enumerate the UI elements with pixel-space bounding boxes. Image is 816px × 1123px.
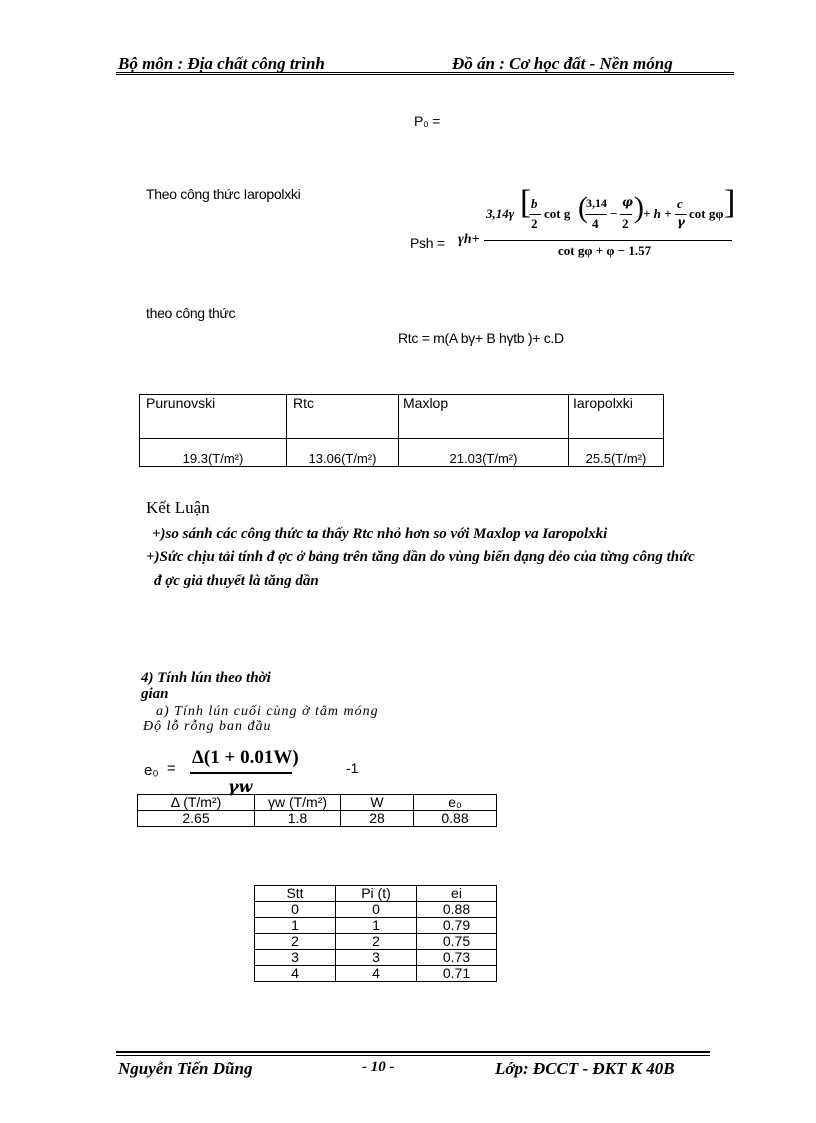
iaropolxki-intro: Theo công thức Iaropolxki bbox=[146, 186, 301, 202]
header-cell: W bbox=[341, 795, 414, 811]
paren-left: ( bbox=[578, 191, 588, 224]
page-number: - 10 - bbox=[362, 1059, 395, 1075]
p0-label: P₀ = bbox=[414, 113, 441, 129]
table-cell: 4 bbox=[255, 966, 336, 982]
footer-right: Lớp: ĐCCT - ĐKT K 40B bbox=[495, 1059, 675, 1078]
table-row bbox=[255, 966, 497, 982]
value-cell: 28 bbox=[341, 811, 414, 827]
void-ratio-label: Độ lỗ rỗng ban đầu bbox=[143, 719, 272, 734]
conclusion-title: Kết Luận bbox=[146, 498, 210, 517]
header-cell: Iaropolxki bbox=[569, 395, 664, 439]
table-cell: 3 bbox=[336, 950, 417, 966]
psh-314: 3,14 bbox=[586, 196, 607, 210]
table-cell: 1 bbox=[255, 918, 336, 934]
header-cell: e₀ bbox=[414, 795, 497, 811]
psh-cotg1: cot g bbox=[544, 206, 571, 221]
frac-phi-line bbox=[620, 214, 632, 215]
table-cell: 2 bbox=[336, 934, 417, 950]
frac-b-line bbox=[529, 214, 541, 215]
footer-left: Nguyễn Tiến Dũng bbox=[118, 1059, 253, 1078]
footer-rule bbox=[116, 1051, 710, 1053]
psh-four: 4 bbox=[592, 216, 599, 231]
psh-den: cot gφ + φ − 1.57 bbox=[558, 243, 652, 258]
table-header-row bbox=[138, 795, 497, 811]
header-right: Đồ án : Cơ học đất - Nền móng bbox=[452, 54, 673, 73]
psh-num-coef: 3,14γ bbox=[486, 206, 515, 221]
header-cell: γw (T/m²) bbox=[255, 795, 341, 811]
conclusion-line-1: +)so sánh các công thức ta thấy Rtc nhỏ hơn so với Maxlop va Iaropolxki bbox=[152, 526, 608, 542]
header-cell: Stt bbox=[255, 886, 336, 902]
section-title-2: gian bbox=[141, 686, 169, 702]
psh-two-2: 2 bbox=[622, 216, 629, 231]
section-title-1: 4) Tính lún theo thời bbox=[141, 670, 271, 686]
table-cell: 0 bbox=[336, 902, 417, 918]
header-cell: Purunovski bbox=[140, 395, 287, 439]
table-row bbox=[138, 811, 497, 827]
e0-fraction-line bbox=[190, 772, 292, 774]
table-cell: 4 bbox=[336, 966, 417, 982]
frac-314-line bbox=[585, 214, 607, 215]
psh-phi: φ bbox=[622, 195, 633, 209]
header-cell: ei bbox=[417, 886, 497, 902]
psh-cotg2: cot gφ bbox=[689, 206, 724, 221]
table-cell: 0.73 bbox=[417, 950, 497, 966]
psh-label: Psh = bbox=[410, 235, 445, 251]
psh-plus-h: + h + bbox=[643, 206, 672, 221]
table-row bbox=[255, 918, 497, 934]
header-cell: Rtc bbox=[287, 395, 399, 439]
psh-lead: γh+ bbox=[458, 232, 480, 247]
table-cell: 0 bbox=[255, 902, 336, 918]
value-cell: 13.06(T/m²) bbox=[287, 439, 399, 467]
value-cell: 19.3(T/m²) bbox=[140, 439, 287, 467]
rtc-formula: Rtc = m(A bγ+ B hγtb )+ c.D bbox=[398, 330, 564, 346]
value-cell: 2.65 bbox=[138, 811, 255, 827]
table-header-row bbox=[255, 886, 497, 902]
header-left: Bộ môn : Địa chất công trình bbox=[118, 54, 325, 73]
header-cell: Δ (T/m²) bbox=[138, 795, 255, 811]
table-row bbox=[255, 934, 497, 950]
header-rule-2 bbox=[116, 74, 734, 75]
table-row bbox=[140, 439, 664, 467]
psh-fraction-line bbox=[484, 240, 732, 241]
psh-c: c bbox=[677, 196, 683, 211]
table-row bbox=[255, 902, 497, 918]
paren-right: ) bbox=[634, 191, 644, 224]
psh-two: 2 bbox=[531, 216, 538, 231]
table-cell: 0.88 bbox=[417, 902, 497, 918]
pe-table bbox=[254, 885, 497, 982]
bracket-left: [ bbox=[520, 184, 532, 221]
value-cell: 21.03(T/m²) bbox=[399, 439, 569, 467]
table-cell: 0.71 bbox=[417, 966, 497, 982]
value-cell: 0.88 bbox=[414, 811, 497, 827]
table-row bbox=[255, 950, 497, 966]
header-cell: Maxlop bbox=[399, 395, 569, 439]
psh-b: b bbox=[531, 196, 538, 211]
comparison-table bbox=[139, 394, 664, 467]
equals-sign: = bbox=[167, 760, 176, 777]
psh-gamma: γ bbox=[677, 215, 685, 229]
table-cell: 1 bbox=[336, 918, 417, 934]
rtc-intro: theo công thức bbox=[146, 305, 236, 321]
e0-label: e₀ bbox=[144, 762, 159, 779]
conclusion-line-3: đ ợc giả thuyết là tăng dần bbox=[154, 573, 319, 589]
minus-one: -1 bbox=[346, 760, 359, 776]
footer-rule-2 bbox=[116, 1055, 710, 1056]
e0-denominator: γw bbox=[228, 777, 253, 796]
bracket-right: ] bbox=[724, 184, 736, 221]
header-rule bbox=[116, 72, 734, 73]
table-cell: 0.75 bbox=[417, 934, 497, 950]
e0-numerator: Δ(1 + 0.01W) bbox=[192, 747, 299, 768]
conclusion-line-2: +)Sức chịu tải tính đ ợc ở bảng trên tăng dần do vùng biến dạng dẻo của từng công thức bbox=[146, 549, 695, 565]
value-cell: 1.8 bbox=[255, 811, 341, 827]
header-cell: Pi (t) bbox=[336, 886, 417, 902]
table-cell: 2 bbox=[255, 934, 336, 950]
table-cell: 3 bbox=[255, 950, 336, 966]
table-header-row bbox=[140, 395, 664, 439]
table-cell: 0.79 bbox=[417, 918, 497, 934]
subsection-a: a) Tính lún cuối cùng ở tâm móng bbox=[156, 704, 379, 719]
psh-minus: − bbox=[610, 206, 618, 221]
value-cell: 25.5(T/m²) bbox=[569, 439, 664, 467]
e0-table bbox=[137, 794, 497, 827]
